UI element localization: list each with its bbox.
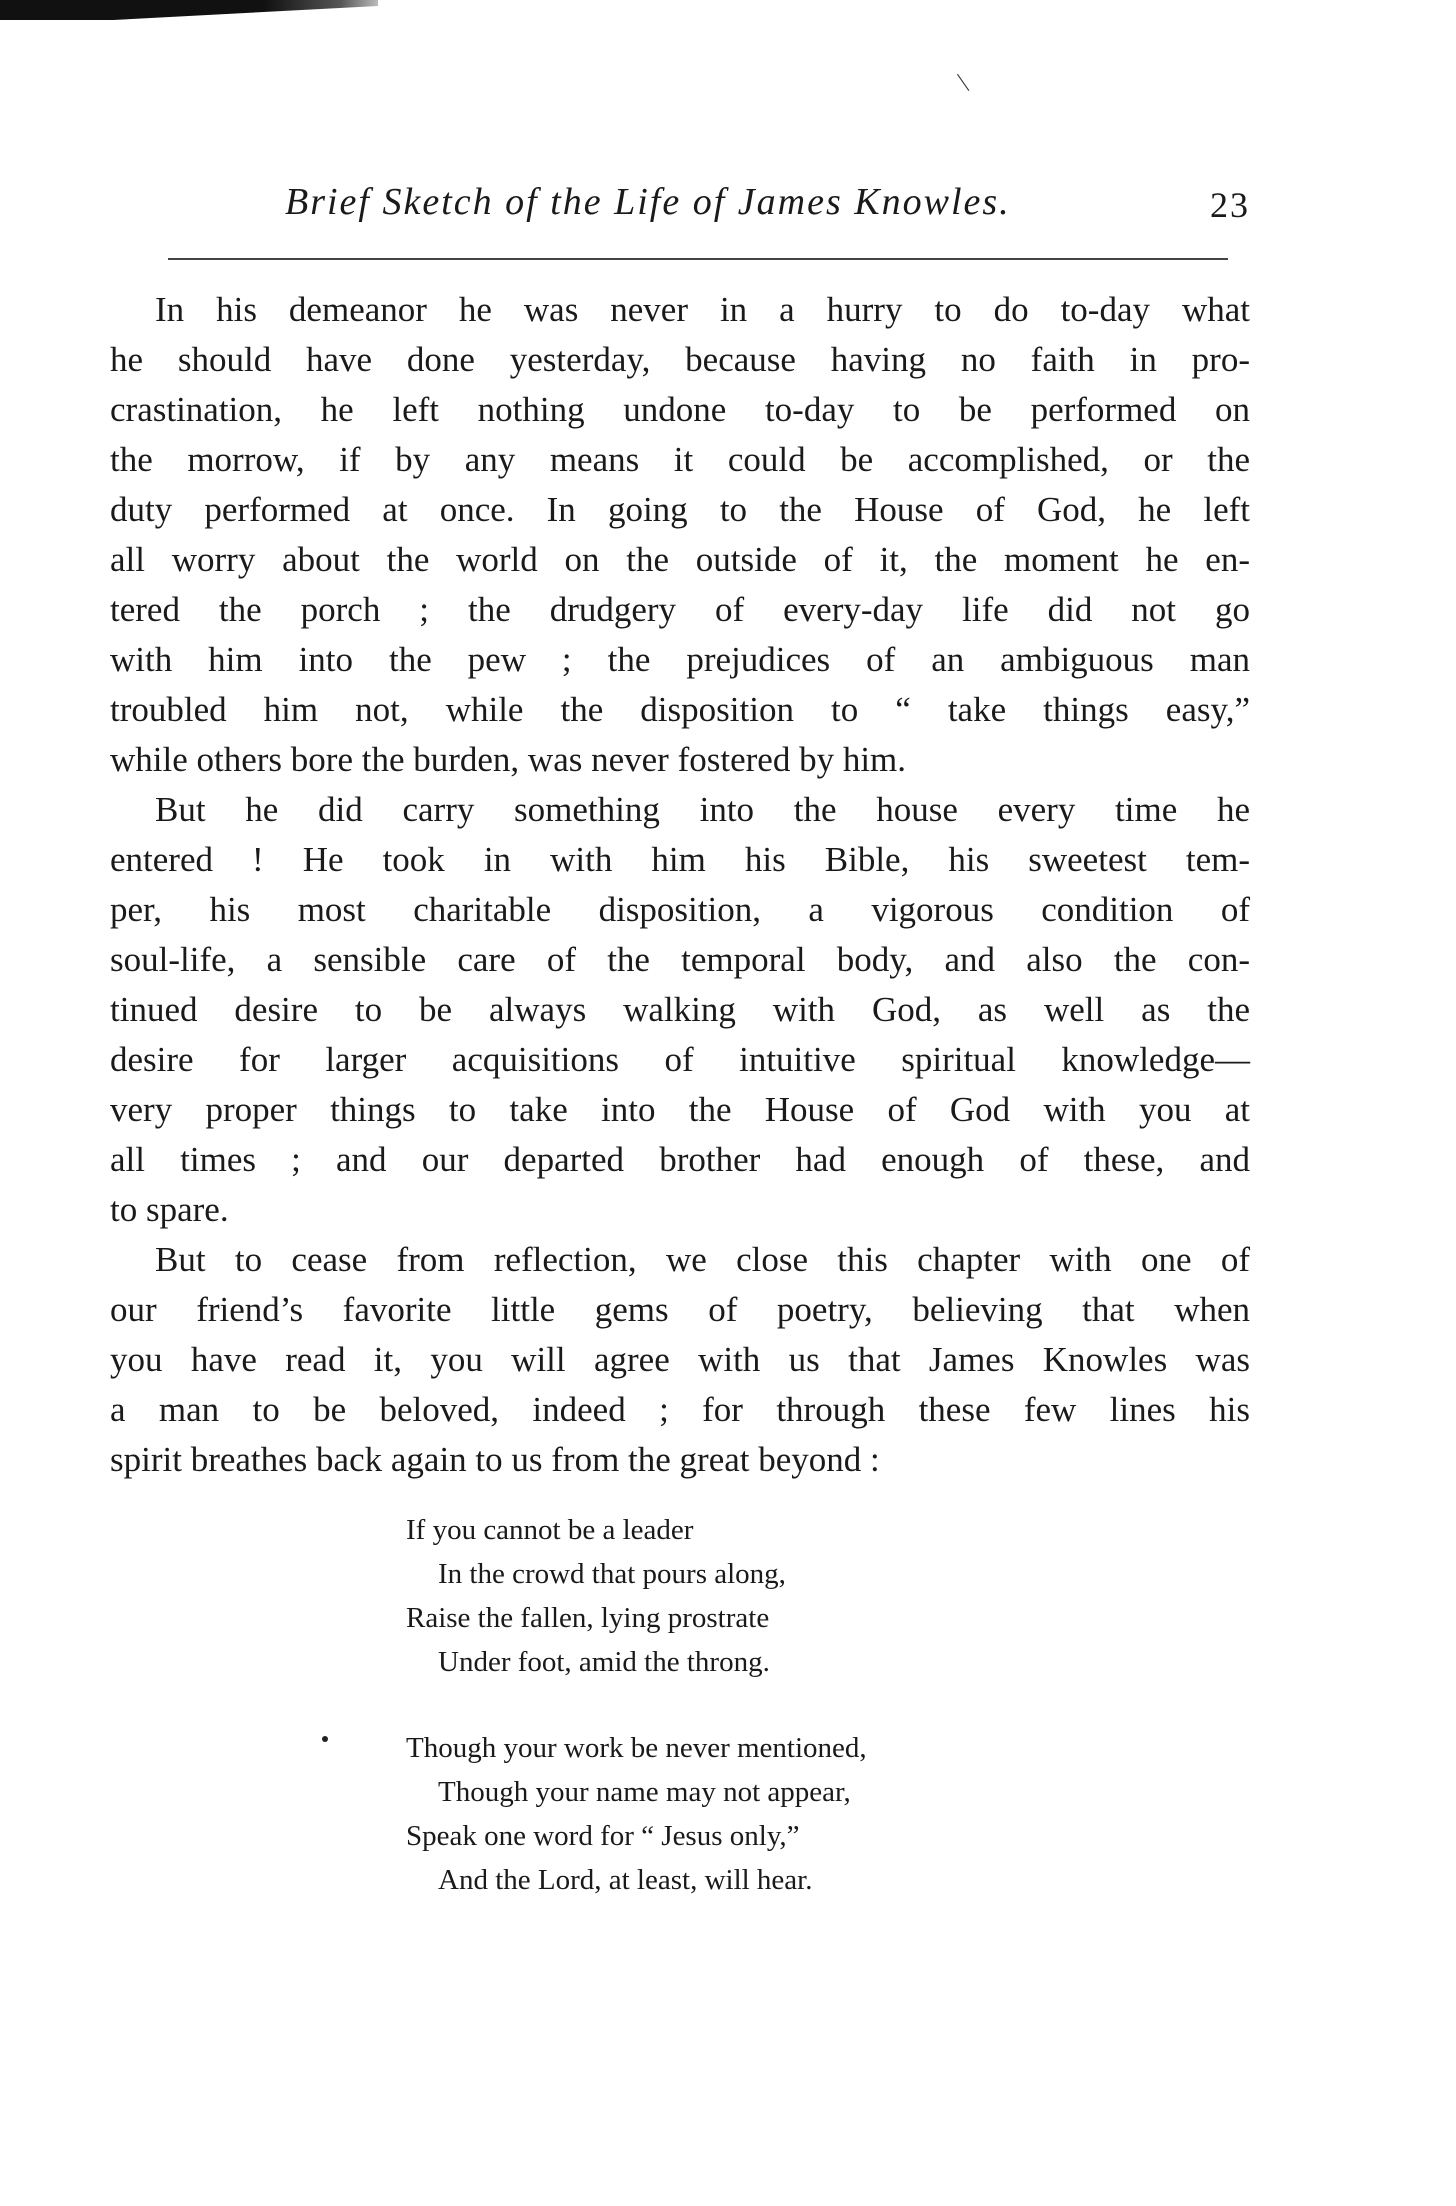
stray-ink-dot — [322, 1736, 328, 1742]
text-line: he should have done yesterday, because having no faith in pro- — [110, 340, 1250, 379]
page-number: 23 — [1210, 185, 1250, 225]
text-line: very proper things to take into the House of God with you at — [110, 1090, 1250, 1129]
poem-line: Though your name may not appear, — [438, 1776, 851, 1808]
text-line: troubled him not, while the disposition to “ take things easy,” — [110, 690, 1250, 729]
text-line: In his demeanor he was never in a hurry to do to-day what — [155, 290, 1250, 329]
text-line: all worry about the world on the outside of it, the moment he en- — [110, 540, 1250, 579]
text-line: our friend’s favorite little gems of poetry, believing that when — [110, 1290, 1250, 1329]
running-head — [110, 180, 1250, 240]
poem-stanza-1 — [406, 1508, 1046, 1684]
text-line: all times ; and our departed brother had enough of these, and — [110, 1140, 1250, 1179]
poem-line: If you cannot be a leader — [406, 1514, 694, 1546]
paragraph-closing — [110, 1235, 1250, 1485]
text-line: the morrow, if by any means it could be accomplished, or the — [110, 440, 1250, 479]
paragraph-house-of-god — [110, 785, 1250, 1235]
text-line: tered the porch ; the drudgery of every-day life did not go — [110, 590, 1250, 629]
scan-edge-mark — [0, 0, 378, 20]
poem-line: Speak one word for “ Jesus only,” — [406, 1820, 800, 1852]
poem-line: Under foot, amid the throng. — [438, 1646, 770, 1678]
poem-line: Raise the fallen, lying prostrate — [406, 1602, 770, 1634]
poem-line: Though your work be never mentioned, — [406, 1732, 867, 1764]
text-line: a man to be beloved, indeed ; for through these few lines his — [110, 1390, 1250, 1429]
text-line: tinued desire to be always walking with God, as well as the — [110, 990, 1250, 1029]
text-line: you have read it, you will agree with us that James Knowles was — [110, 1340, 1250, 1379]
text-line: But to cease from reflection, we close this chapter with one of — [155, 1240, 1250, 1279]
text-line: duty performed at once. In going to the House of God, he left — [110, 490, 1250, 529]
poem-line: And the Lord, at least, will hear. — [438, 1864, 813, 1896]
text-line: entered ! He took in with him his Bible, his sweetest tem- — [110, 840, 1250, 879]
text-line: crastination, he left nothing undone to-day to be performed on — [110, 390, 1250, 429]
paragraph-demeanor — [110, 285, 1250, 785]
text-line: with him into the pew ; the prejudices of an ambiguous man — [110, 640, 1250, 679]
text-line: desire for larger acquisitions of intuitive spiritual knowledge— — [110, 1040, 1250, 1079]
text-line: to spare. — [110, 1190, 229, 1229]
poem — [406, 1508, 1046, 1944]
running-title: Brief Sketch of the Life of James Knowles. — [285, 181, 1011, 223]
text-line: while others bore the burden, was never fostered by him. — [110, 740, 907, 779]
poem-stanza-2 — [406, 1726, 1046, 1902]
header-rule — [168, 258, 1228, 260]
text-line: per, his most charitable disposition, a vigorous condition of — [110, 890, 1250, 929]
poem-line: In the crowd that pours along, — [438, 1558, 786, 1590]
text-line: spirit breathes back again to us from the great beyond : — [110, 1440, 880, 1479]
body-text — [110, 285, 1250, 1485]
text-line: But he did carry something into the house every time he — [155, 790, 1250, 829]
pencil-tick-mark: | — [952, 69, 971, 93]
text-line: soul-life, a sensible care of the temporal body, and also the con- — [110, 940, 1250, 979]
